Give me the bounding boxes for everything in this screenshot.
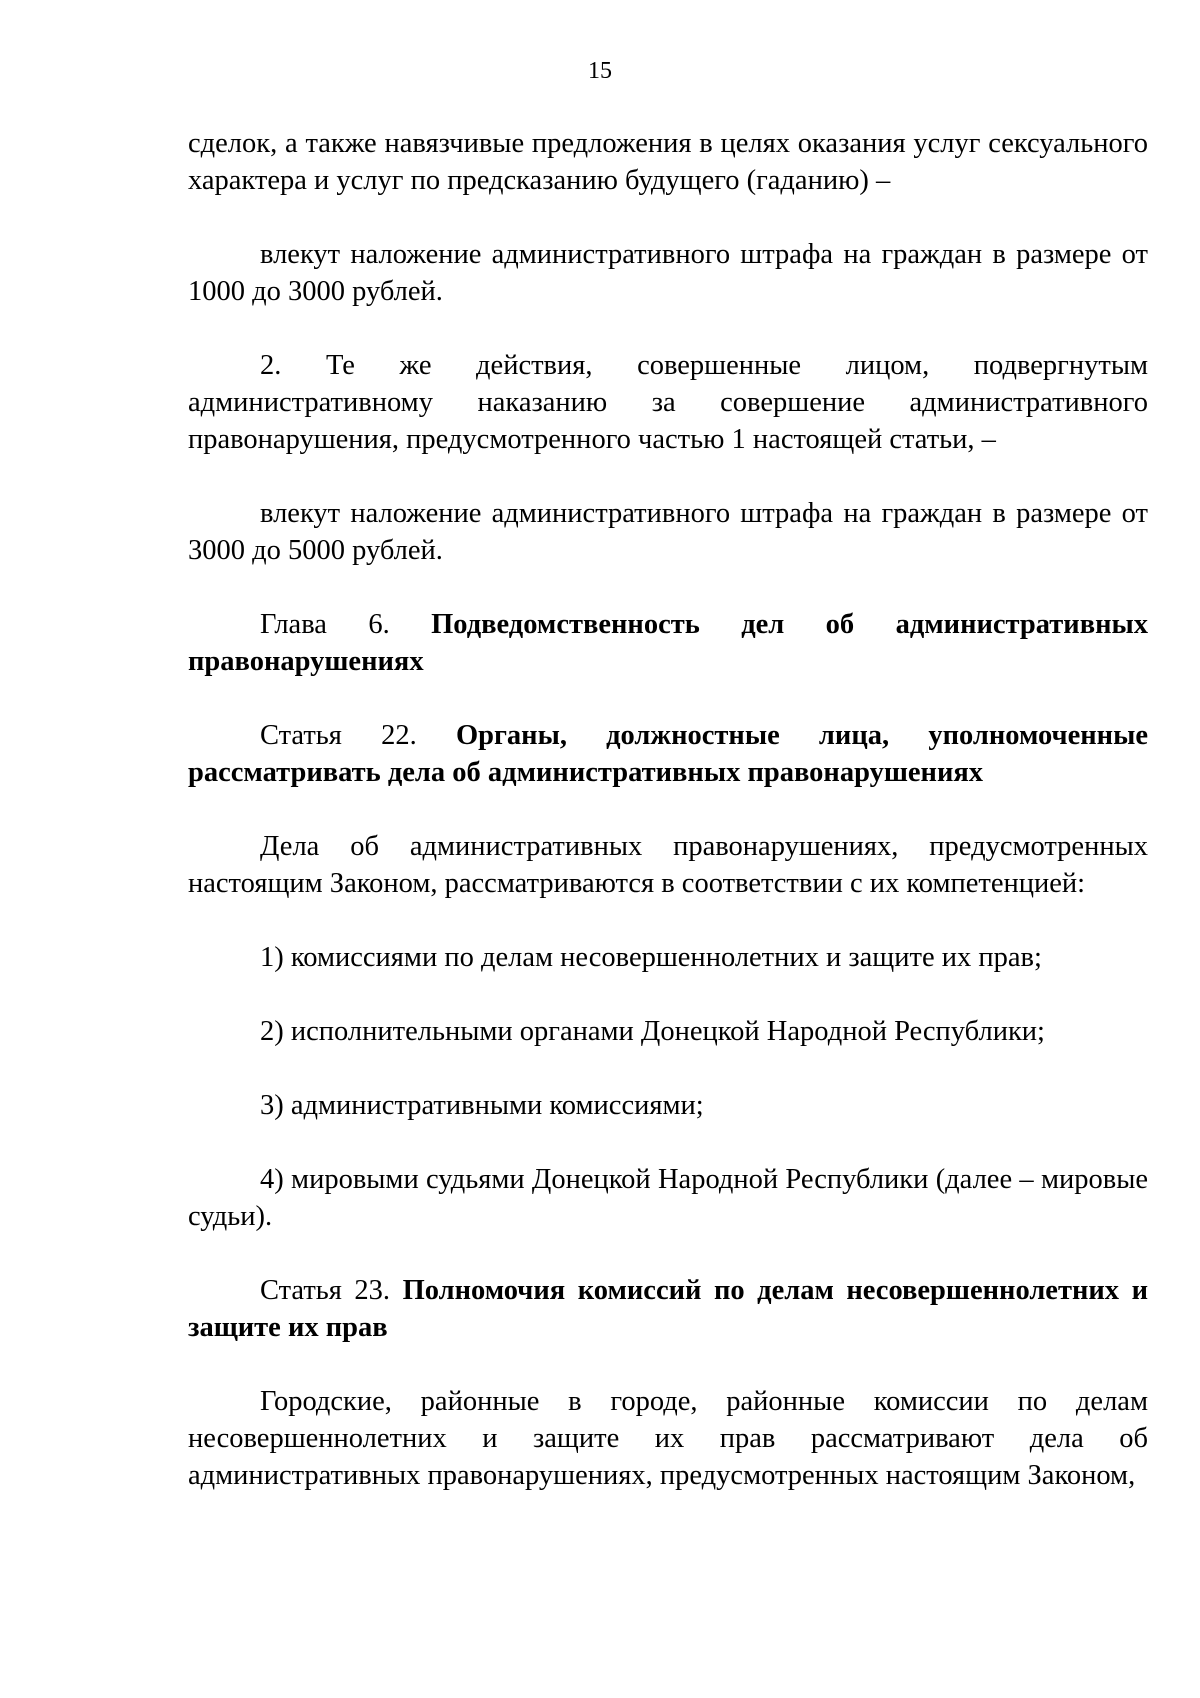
article-23-body: Городские, районные в городе, районные комиссии по делам несовершеннолетних и защите их прав рассматривают дела об административных правонарушениях, предусмотренных настоящим Законом, (188, 1386, 1148, 1491)
paragraph-penalty-1: влекут наложение административного штрафа на граждан в размере от 1000 до 3000 рублей. (188, 239, 1148, 307)
chapter-6-title: Подведомственность дел об административных правонарушениях (188, 609, 1149, 677)
chapter-6-prefix: Глава 6. (260, 609, 432, 640)
article-22-item-3: 3) административными комиссиями; (260, 1090, 704, 1121)
article-23-title: Полномочия комиссий по делам несовершеннолетних и защите их прав (188, 1275, 1148, 1343)
paragraph-penalty-2: влекут наложение административного штрафа на граждан в размере от 3000 до 5000 рублей. (188, 498, 1148, 566)
paragraph-part-2: 2. Те же действия, совершенные лицом, подвергнутым административному наказанию за совершение административного правонарушения, предусмотренного частью 1 настоящей статьи, – (188, 350, 1148, 455)
article-23-heading (188, 1272, 1148, 1346)
article-22-item-4: 4) мировыми судьями Донецкой Народной Республики (далее – мировые судьи). (188, 1164, 1148, 1232)
paragraph-continuation: сделок, а также навязчивые предложения в целях оказания услуг сексуального характера и услуг по предсказанию будущего (гаданию) – (188, 128, 1148, 196)
article-22-title: Органы, должностные лица, уполномоченные рассматривать дела об административных правонарушениях (188, 720, 1148, 788)
article-22-intro: Дела об административных правонарушениях, предусмотренных настоящим Законом, рассматриваются в соответствии с их компетенцией: (188, 831, 1148, 899)
article-22-prefix: Статья 22. (260, 720, 456, 751)
article-22-heading (188, 717, 1148, 791)
chapter-6-heading (188, 606, 1148, 680)
page-number: 15 (588, 58, 612, 84)
article-22-item-2: 2) исполнительными органами Донецкой Народной Республики; (260, 1016, 1045, 1047)
document-body (188, 125, 1148, 1531)
article-23-prefix: Статья 23. (260, 1275, 403, 1306)
article-22-item-1: 1) комиссиями по делам несовершеннолетних и защите их прав; (260, 942, 1042, 973)
